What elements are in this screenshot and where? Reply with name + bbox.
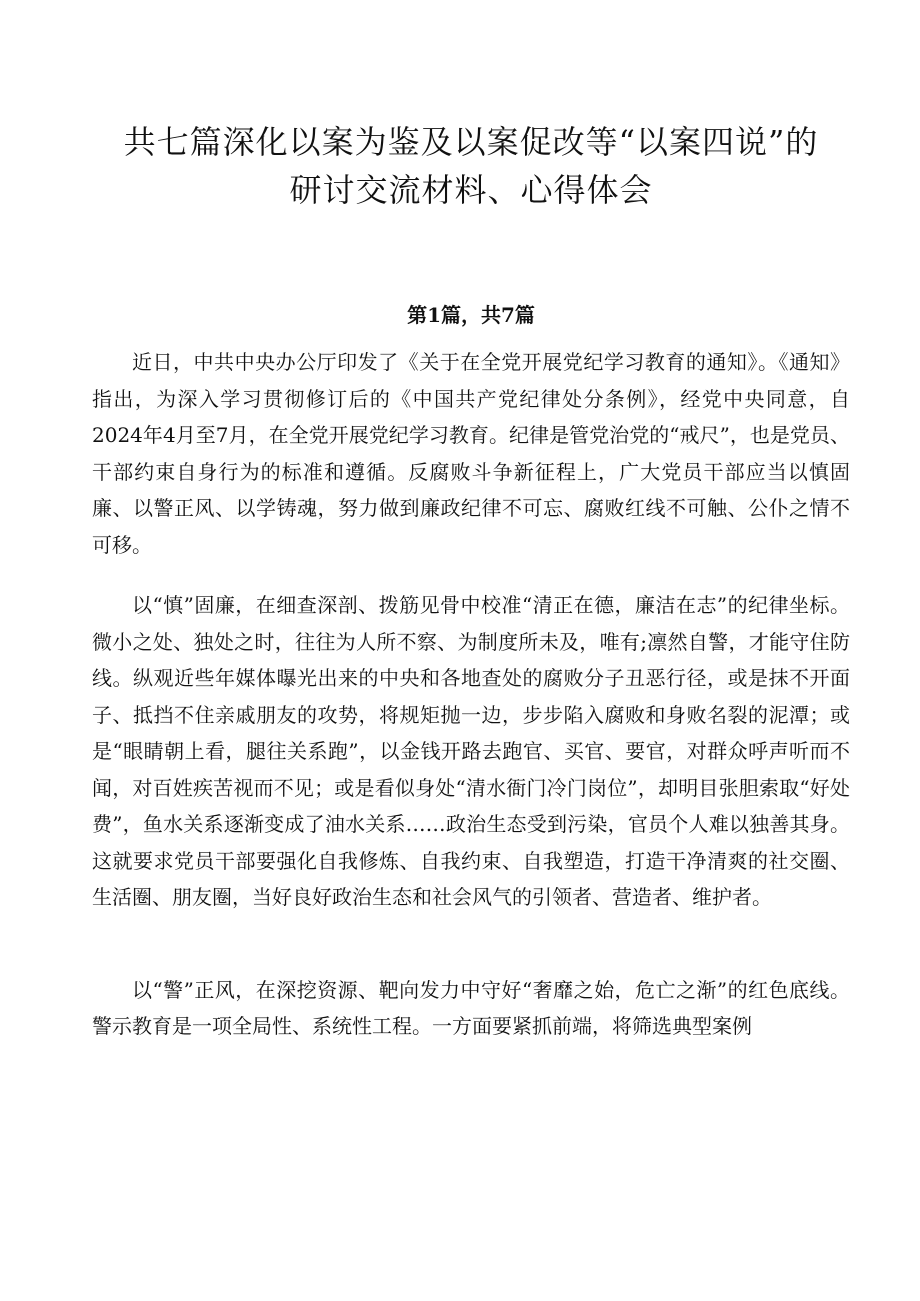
paragraph-intro: 近日，中共中央办公厅印发了《关于在全党开展党纪学习教育的通知》。《通知》指出，为深入学习贯彻修订后的《中国共产党纪律处分条例》，经党中央同意，自2024年4月至7月，在全党开展党纪学习教育。纪律是管党治党的“戒尺”，也是党员、干部约束自身行为的标准和遵循。反腐败斗争新征程上，广大党员干部应当以慎固廉、以警正风、以学铸魂，努力做到廉政纪律不可忘、腐败红线不可触、公仆之情不可移。 (92, 350, 850, 557)
section-subtitle: 第1篇，共7篇 (407, 303, 535, 327)
document-title (92, 0, 850, 214)
title-line-2: 研讨交流材料、心得体会 (289, 171, 653, 209)
title-line-1: 共七篇深化以案为鉴及以案促改等“以案四说”的 (123, 123, 819, 161)
paragraph-caution: 以“慎”固廉，在细查深剖、拨筋见骨中校准“清正在德，廉洁在志”的纪律坐标。微小之处、独处之时，往往为人所不察、为制度所未及，唯有;凛然自警，才能守住防线。纵观近些年媒体曝光出来的中央和各地查处的腐败分子丑恶行径，或是抹不开面子、抵挡不住亲戚朋友的攻势，将规矩抛一边，步步陷入腐败和身败名裂的泥潭；或是“眼睛朝上看，腿往关系跑”，以金钱开路去跑官、买官、要官，对群众呼声听而不闻，对百姓疾苦视而不见；或是看似身处“清水衙门冷门岗位”，却明目张胆索取“好处费”，鱼水关系逐渐变成了油水关系……政治生态受到污染，官员个人难以独善其身。这就要求党员干部要强化自我修炼、自我约束、自我塑造，打造干净清爽的社交圈、生活圈、朋友圈，当好良好政治生态和社会风气的引领者、营造者、维护者。 (92, 593, 850, 909)
paragraph-warning: 以“警”正风，在深挖资源、靶向发力中守好“奢靡之始，危亡之渐”的红色底线。警示教育是一项全局性、系统性工程。一方面要紧抓前端，将筛选典型案例 (92, 977, 850, 1038)
